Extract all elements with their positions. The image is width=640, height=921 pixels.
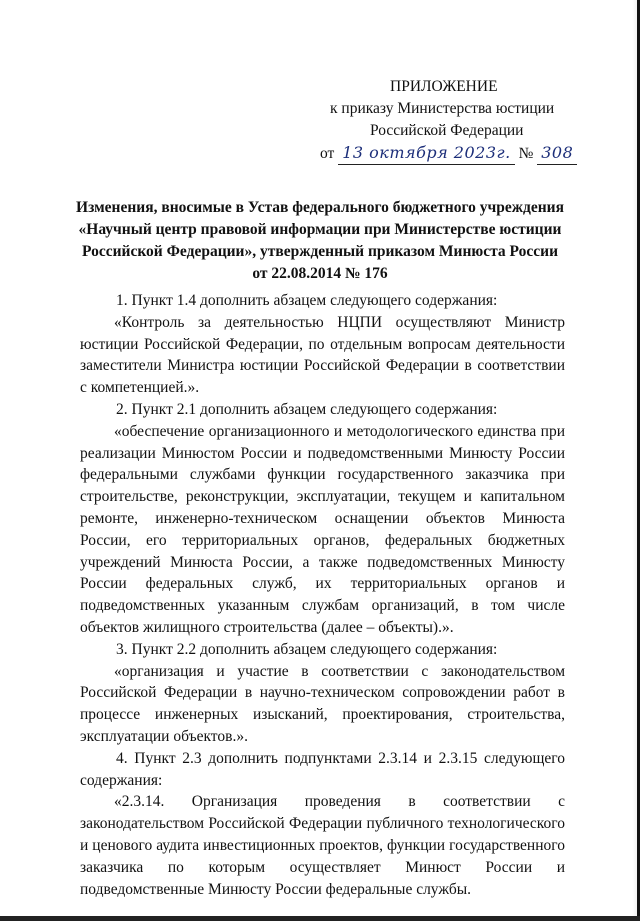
paragraph-quote-2: «обеспечение организационного и методологического единства при реализации Минюстом России и подведомственными Минюсту России федеральными службами функции государственного заказчика при строительстве, реконструкции, эксплуатации, текущем и капитальном ремонте, инженерно-техническом оснащении объектов Минюста России, его территориальных органов, федеральных бюджетных учреждений Минюста России, а также подведомственных Минюсту России федеральных служб, их территориальных органов и подведомственных указанным службам организаций, в том числе объектов жилищного строительства (далее – объекты).».: [80, 422, 565, 636]
heading-line-2: «Научный центр правовой информации при Министерстве юстиции: [78, 221, 562, 238]
appendix-date-line: [300, 142, 600, 165]
heading-line-4: от 22.08.2014 № 176: [252, 265, 388, 282]
paragraph-quote-3: «организация и участие в соответствии с законодательством Российской Федерации в научно-техническом сопровождении работ в процессе инженерных изысканий, проектирования, строительства, эксплуатации объектов.».: [80, 662, 565, 745]
handwritten-number: 308: [537, 142, 577, 165]
appendix-line-2: Российской Федерации: [370, 122, 524, 139]
paragraph-item-3: 3. Пункт 2.2 дополнить абзацем следующего содержания:: [116, 640, 498, 658]
handwritten-date: 13 октября 2023г.: [338, 142, 514, 165]
heading-line-1: Изменения, вносимые в Устав федерального бюджетного учреждения: [76, 199, 564, 216]
paragraph-quote-4: «2.3.14. Организация проведения в соответствии с законодательством Российской Федерации публичного технологического и ценового аудита инвестиционных проектов, функции государственного заказчика по которым осуществляет Минюст России и подведомственные Минюсту России федеральные службы.: [80, 793, 565, 898]
from-label: от: [320, 145, 335, 162]
scan-bottom-border: [0, 916, 640, 921]
document-body: [80, 290, 565, 900]
paragraph-item-2: 2. Пункт 2.1 дополнить абзацем следующего содержания:: [116, 400, 498, 418]
heading-line-3: Российской Федерации», утвержденный приказом Минюста России: [82, 243, 558, 260]
appendix-block: [300, 76, 600, 165]
document-heading: [60, 197, 580, 285]
paragraph-item-4: 4. Пункт 2.3 дополнить подпунктами 2.3.14 и 2.3.15 следующего содержания:: [80, 749, 565, 789]
number-label: №: [518, 145, 534, 162]
appendix-line-1: к приказу Министерства юстиции: [330, 100, 555, 117]
paragraph-quote-1: «Контроль за деятельностью НЦПИ осуществляют Министр юстиции Российской Федерации, по отдельным вопросам деятельности заместители Министра юстиции Российской Федерации в соответствии с компетенцией.».: [80, 313, 565, 397]
paragraph-item-1: 1. Пункт 1.4 дополнить абзацем следующего содержания:: [116, 292, 498, 309]
appendix-title: ПРИЛОЖЕНИЕ: [390, 78, 498, 95]
